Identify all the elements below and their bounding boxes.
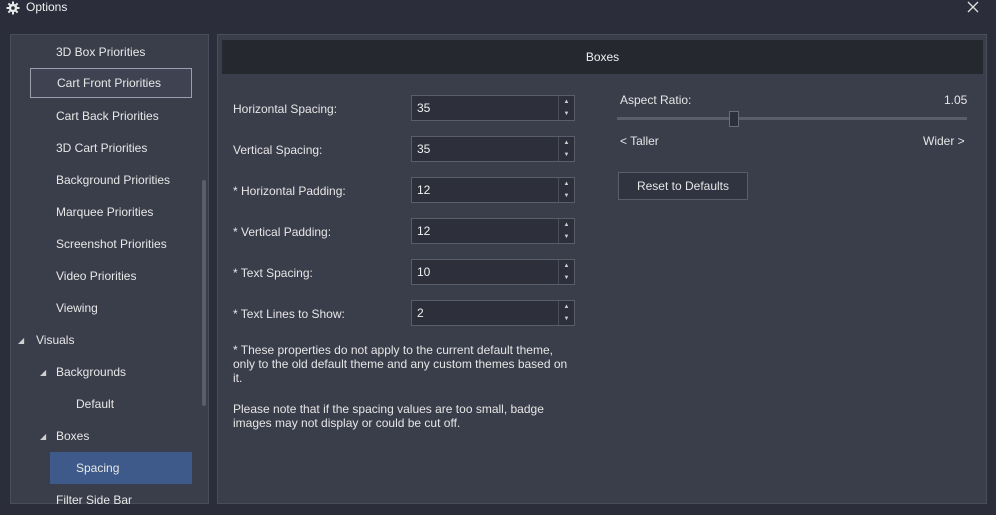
aspect-ratio-slider[interactable] (617, 117, 967, 120)
increment-icon[interactable]: ▲ (563, 304, 570, 310)
stepper-buttons (558, 96, 574, 120)
stepper-value[interactable]: 35 (417, 101, 431, 115)
expand-caret-icon[interactable]: ◢ (18, 336, 25, 345)
sidebar-item-3d-box-priorities[interactable]: 3D Box Priorities (56, 45, 146, 59)
gear-icon (6, 1, 20, 15)
decrement-icon[interactable]: ▼ (563, 111, 570, 117)
sidebar-scrollbar[interactable] (202, 180, 206, 406)
increment-icon[interactable]: ▲ (563, 99, 570, 105)
vertical-padding-stepper[interactable] (411, 218, 575, 244)
wider-label: Wider > (923, 134, 965, 148)
increment-icon[interactable]: ▲ (563, 222, 570, 228)
reset-to-defaults-button[interactable]: Reset to Defaults (618, 172, 748, 200)
decrement-icon[interactable]: ▼ (563, 316, 570, 322)
horizontal-padding-label: * Horizontal Padding: (233, 184, 346, 198)
expand-caret-icon[interactable]: ◢ (40, 368, 47, 377)
stepper-value[interactable]: 12 (417, 183, 431, 197)
sidebar-item-spacing[interactable]: Spacing (50, 452, 192, 484)
spacing-warning-note: Please note that if the spacing values are too small, badge images may not display or could be cut off. (233, 402, 544, 430)
sidebar-item-3d-cart-priorities[interactable]: 3D Cart Priorities (56, 141, 148, 155)
sidebar-item-screenshot-priorities[interactable]: Screenshot Priorities (56, 237, 167, 251)
aspect-ratio-value: 1.05 (944, 93, 968, 107)
panel-header: Boxes (222, 40, 983, 74)
sidebar-item-marquee-priorities[interactable]: Marquee Priorities (56, 205, 154, 219)
increment-icon[interactable]: ▲ (563, 263, 570, 269)
stepper-buttons (558, 219, 574, 243)
stepper-value[interactable]: 35 (417, 142, 431, 156)
decrement-icon[interactable]: ▼ (563, 152, 570, 158)
text-spacing-label: * Text Spacing: (233, 266, 313, 280)
sidebar-item-cart-back-priorities[interactable]: Cart Back Priorities (56, 109, 159, 123)
title-bar (0, 0, 996, 18)
expand-caret-icon[interactable]: ◢ (40, 432, 47, 441)
stepper-value[interactable]: 2 (417, 306, 424, 320)
options-sidebar (10, 34, 209, 507)
stepper-buttons (558, 301, 574, 325)
stepper-buttons (558, 260, 574, 284)
text-spacing-stepper[interactable] (411, 259, 575, 285)
taller-label: < Taller (620, 134, 659, 148)
vertical-spacing-label: Vertical Spacing: (233, 143, 323, 157)
close-icon[interactable] (966, 0, 980, 14)
sidebar-item-boxes[interactable]: Boxes (56, 429, 90, 443)
horizontal-spacing-stepper[interactable] (411, 95, 575, 121)
horizontal-padding-stepper[interactable] (411, 177, 575, 203)
sidebar-item-cart-front-priorities[interactable]: Cart Front Priorities (30, 68, 192, 98)
increment-icon[interactable]: ▲ (563, 181, 570, 187)
horizontal-spacing-label: Horizontal Spacing: (233, 102, 338, 116)
text-lines-stepper[interactable] (411, 300, 575, 326)
decrement-icon[interactable]: ▼ (563, 234, 570, 240)
increment-icon[interactable]: ▲ (563, 140, 570, 146)
sidebar-item-viewing[interactable]: Viewing (56, 301, 98, 315)
sidebar-item-default[interactable]: Default (76, 397, 115, 411)
decrement-icon[interactable]: ▼ (563, 275, 570, 281)
sidebar-item-video-priorities[interactable]: Video Priorities (56, 269, 137, 283)
slider-thumb[interactable] (729, 111, 739, 127)
sidebar-item-background-priorities[interactable]: Background Priorities (56, 173, 171, 187)
decrement-icon[interactable]: ▼ (563, 193, 570, 199)
sidebar-item-backgrounds[interactable]: Backgrounds (56, 365, 127, 379)
vertical-spacing-stepper[interactable] (411, 136, 575, 162)
sidebar-item-visuals[interactable]: Visuals (36, 333, 75, 347)
theme-note: * These properties do not apply to the current default theme, only to the old default theme and any custom themes based on it. (233, 343, 568, 385)
stepper-value[interactable]: 12 (417, 224, 431, 238)
aspect-ratio-label: Aspect Ratio: (620, 93, 692, 107)
text-lines-label: * Text Lines to Show: (233, 307, 345, 321)
stepper-buttons (558, 137, 574, 161)
stepper-value[interactable]: 10 (417, 265, 431, 279)
stepper-buttons (558, 178, 574, 202)
vertical-padding-label: * Vertical Padding: (233, 225, 332, 239)
sidebar-item-filter-side-bar[interactable]: Filter Side Bar (56, 493, 133, 507)
window-title: Options (26, 0, 68, 14)
